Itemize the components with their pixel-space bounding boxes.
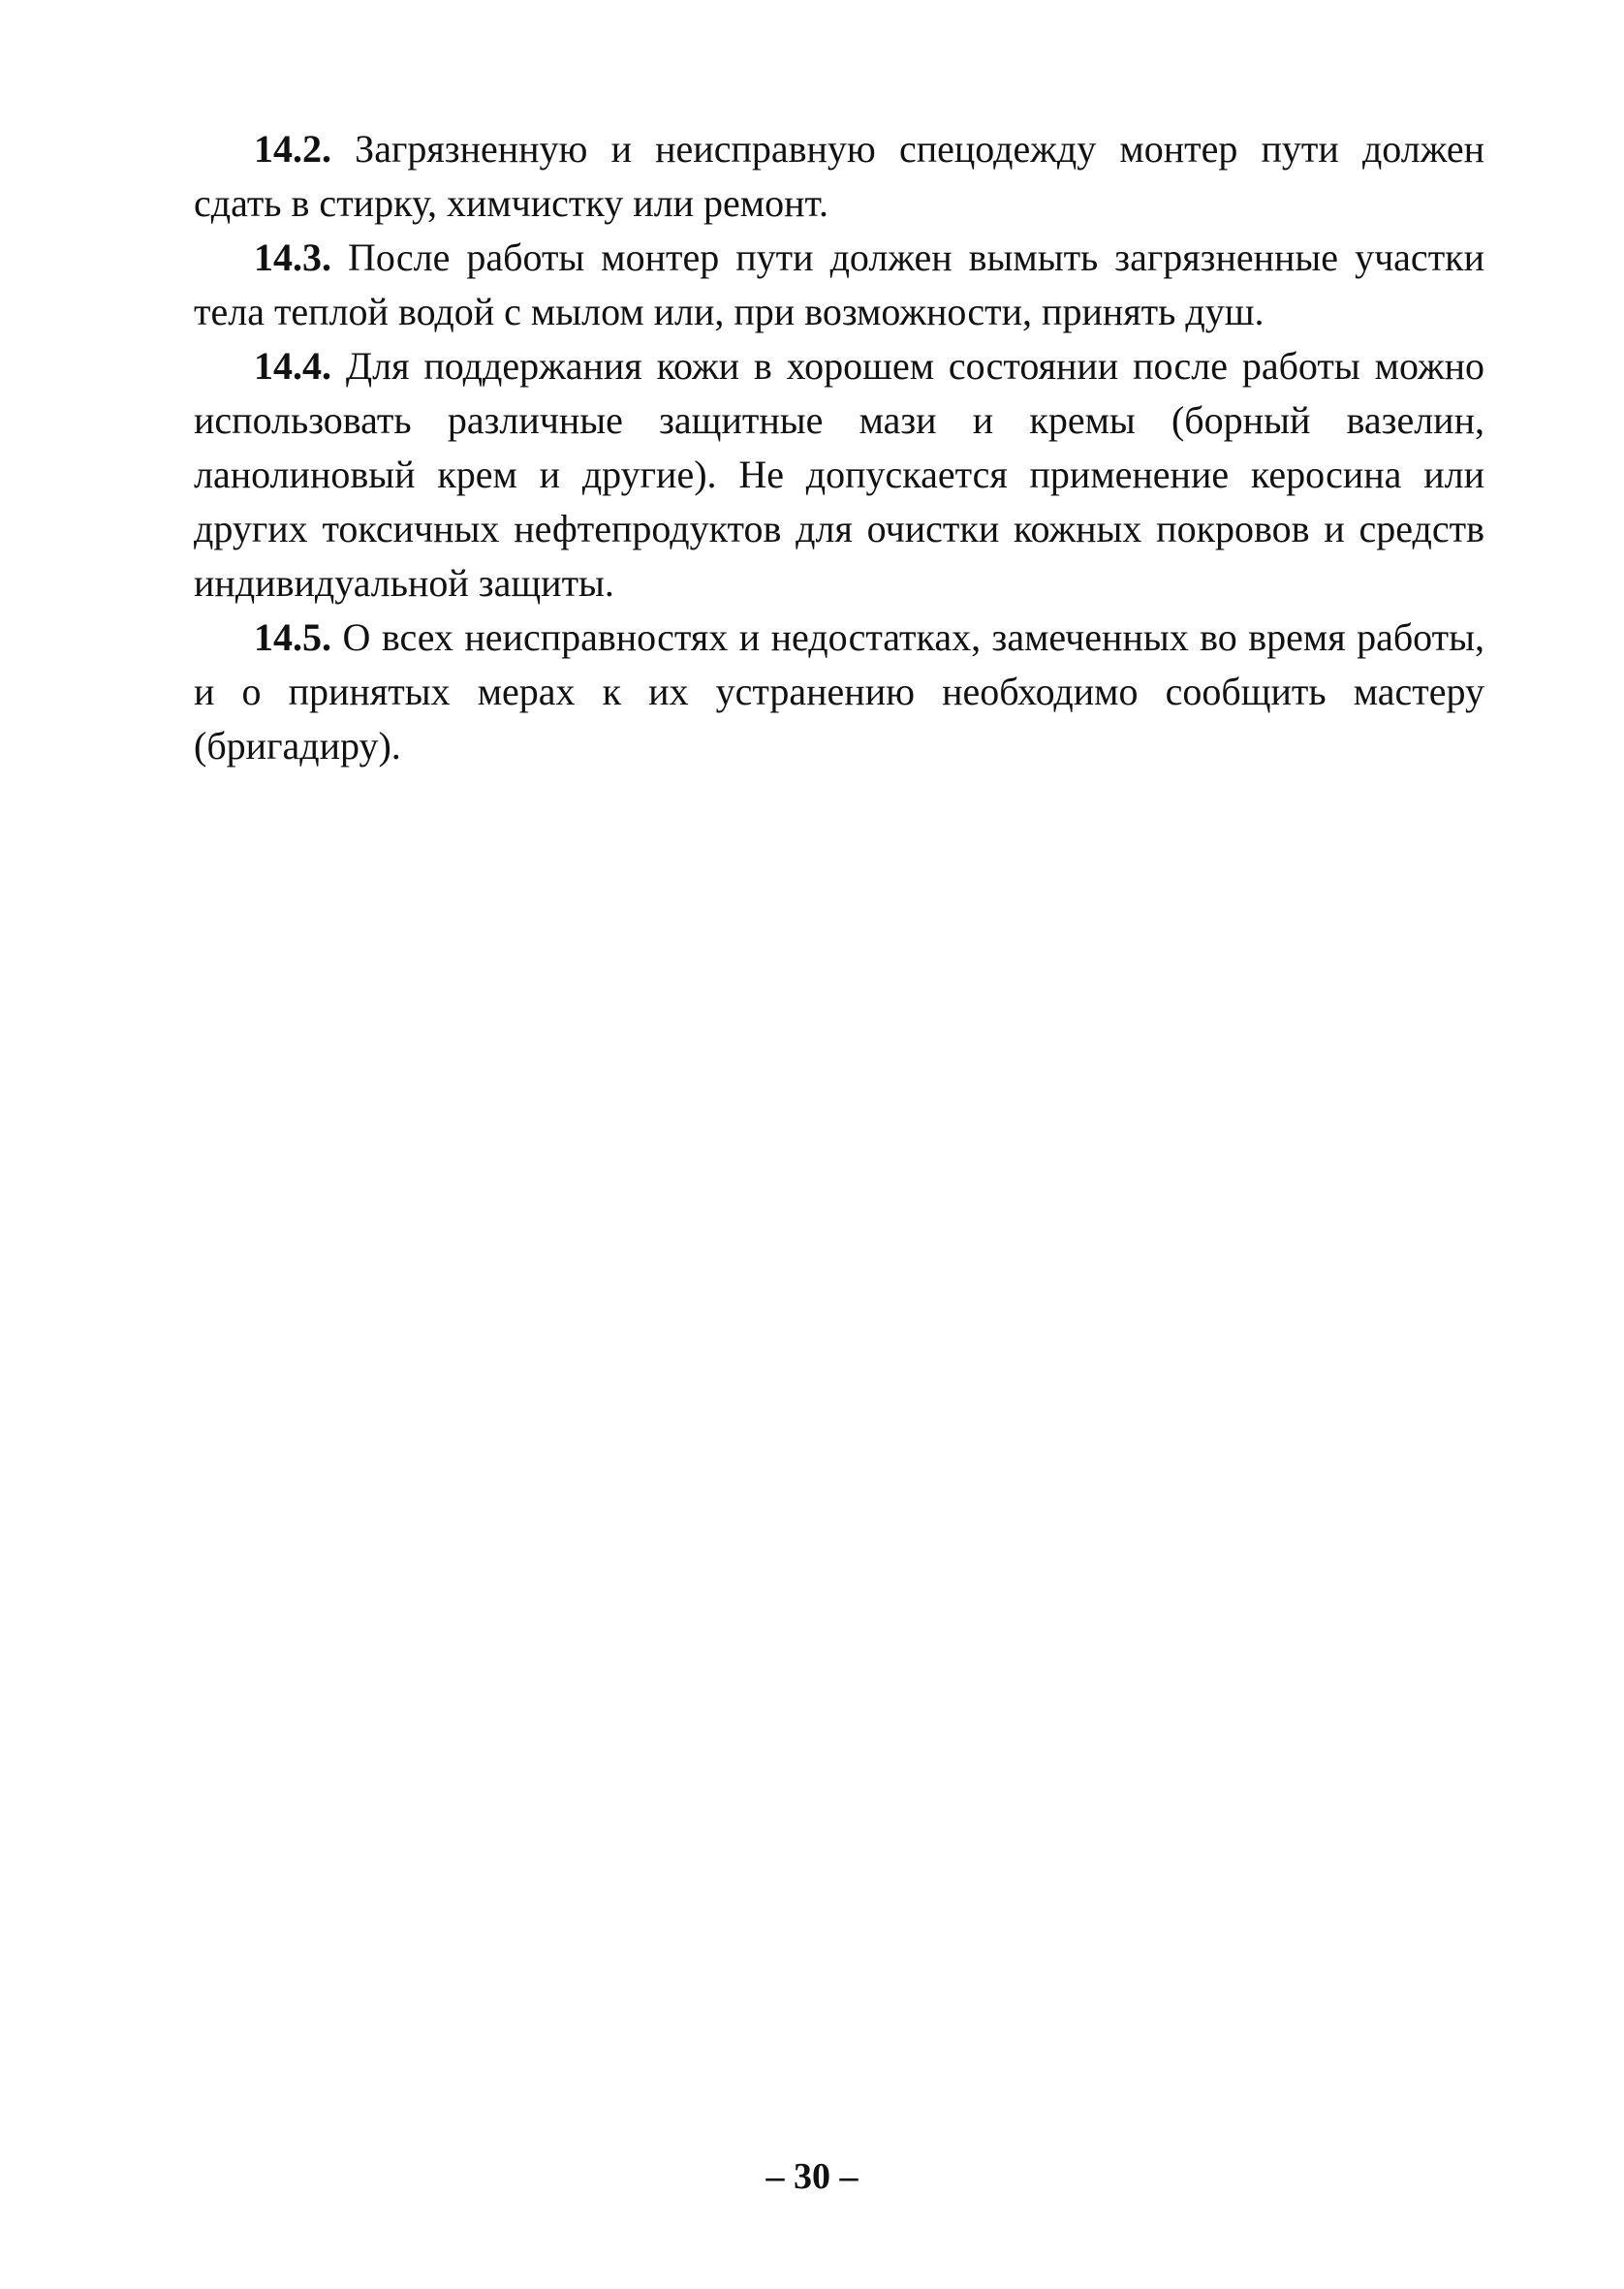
paragraph-14-5 [194,611,1484,773]
body-text [194,122,1484,773]
paragraph-text: О всех неисправностях и недостатках, замеченных во время работы, и о принятых мерах к их устранению необходимо сообщить мастеру (бригадиру). [194,615,1485,768]
paragraph-number: 14.3. [254,235,331,279]
paragraph-number: 14.5. [254,615,331,659]
paragraph-14-3 [194,231,1484,339]
paragraph-text: Загрязненную и неисправную спецодежду монтер пути должен сдать в стирку, химчистку или ремонт. [194,127,1485,225]
paragraph-14-2 [194,122,1484,231]
paragraph-number: 14.2. [254,127,331,171]
paragraph-text: Для поддержания кожи в хорошем состоянии после работы можно использовать различные защитные мази и кремы (борный вазелин, ланолиновый крем и другие). Не допускается применение керосина или других токсичных нефтепродуктов для очистки кожных покровов и средств индивидуальной защиты. [194,344,1484,605]
page-number: – 30 – [765,2156,859,2197]
paragraph-text: После работы монтер пути должен вымыть загрязненные участки тела теплой водой с мылом или, при возможности, принять душ. [194,235,1485,333]
paragraph-number: 14.4. [254,344,331,388]
paragraph-14-4 [194,339,1484,611]
